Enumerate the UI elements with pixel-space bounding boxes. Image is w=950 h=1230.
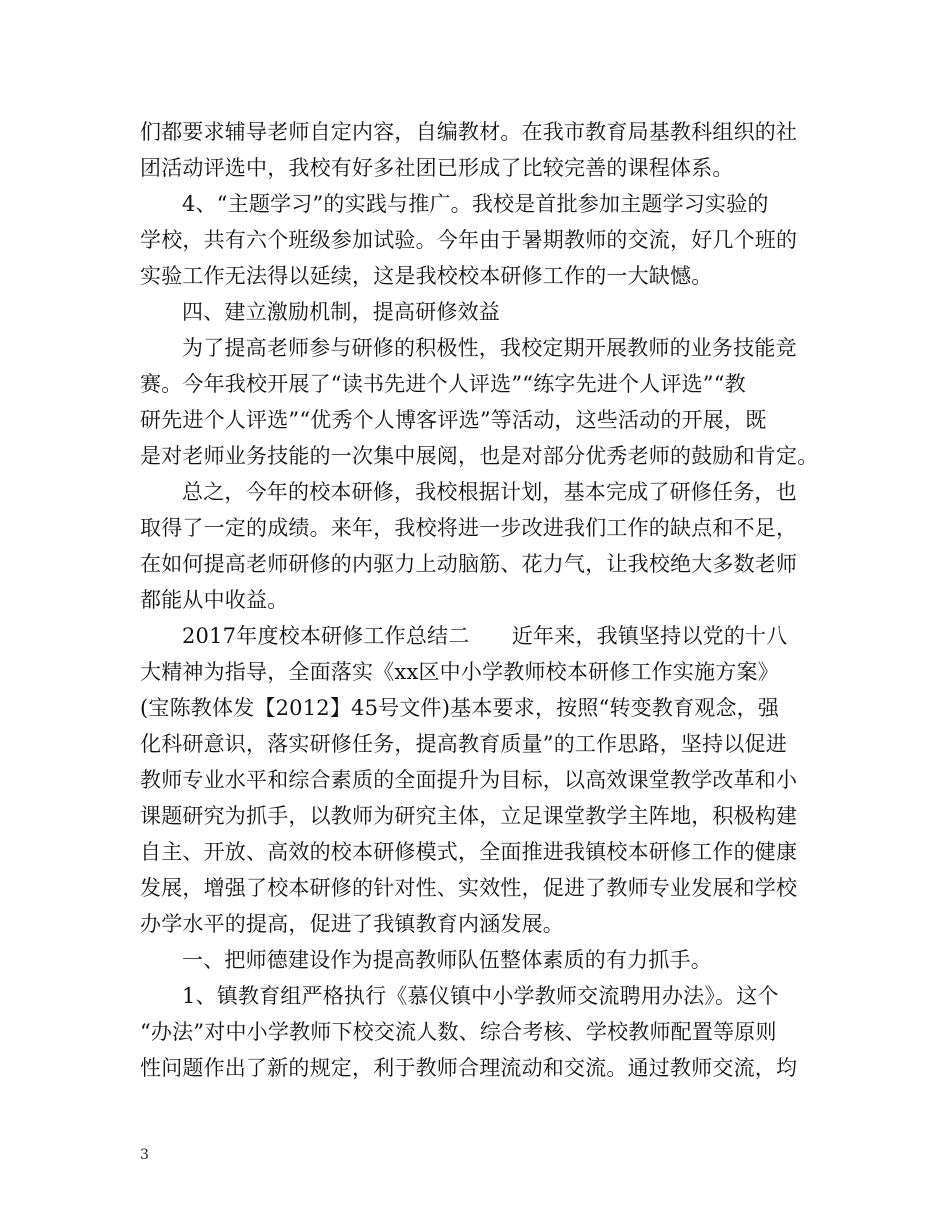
text-line: 1、镇教育组严格执行《慕仪镇中小学教师交流聘用办法》。这个 xyxy=(182,984,779,1008)
text-line: 取得了一定的成绩。来年，我校将进一步改进我们工作的缺点和不足， xyxy=(140,516,798,540)
text-line: 化科研意识，落实研修任务，提高教育质量”的工作思路，坚持以促进 xyxy=(140,732,787,756)
text-line: 发展，增强了校本研修的针对性、实效性，促进了教师专业发展和学校 xyxy=(140,876,798,900)
text-line: 学校，共有六个班级参加试验。今年由于暑期教师的交流，好几个班的 xyxy=(140,228,798,252)
text-line: 实验工作无法得以延续，这是我校校本研修工作的一大缺憾。 xyxy=(140,264,713,288)
text-line: 4、“主题学习”的实践与推广。我校是首批参加主题学习实验的 xyxy=(182,192,769,216)
text-line: “办法”对中小学教师下校交流人数、综合考核、学校教师配置等原则 xyxy=(140,1020,777,1044)
page-number: 3 xyxy=(140,1147,149,1163)
text-line: (宝陈教体发【2012】45号文件)基本要求，按照“转变教育观念，强 xyxy=(140,696,780,720)
text-line: 研先进个人评选”“优秀个人博客评选”等活动，这些活动的开展，既 xyxy=(140,408,767,432)
text-line: 性问题作出了新的规定，利于教师合理流动和交流。通过教师交流，均 xyxy=(140,1056,798,1080)
text-line: 自主、开放、高效的校本研修模式，全面推进我镇校本研修工作的健康 xyxy=(140,840,798,864)
section-heading: 一、把师德建设作为提高教师队伍整体素质的有力抓手。 xyxy=(182,948,712,972)
text-line: 是对老师业务技能的一次集中展阅，也是对部分优秀老师的鼓励和肯定。 xyxy=(140,444,819,468)
text-line: 大精神为指导，全面落实《xx区中小学教师校本研修工作实施方案》 xyxy=(140,660,779,684)
text-line: 团活动评选中，我校有好多社团已形成了比较完善的课程体系。 xyxy=(140,156,734,180)
text-line: 都能从中收益。 xyxy=(140,588,289,612)
text-line: 课题研究为抓手，以教师为研究主体，立足课堂教学主阵地，积极构建 xyxy=(140,804,798,828)
text-line: 教师专业水平和综合素质的全面提升为目标，以高效课堂教学改革和小 xyxy=(140,768,798,792)
text-line: 们都要求辅导老师自定内容，自编教材。在我市教育局基教科组织的社 xyxy=(140,120,798,144)
text-line: 在如何提高老师研修的内驱力上动脑筋、花力气，让我校绝大多数老师 xyxy=(140,552,798,576)
text-line: 赛。今年我校开展了“读书先进个人评选”“练字先进个人评选”“教 xyxy=(140,372,746,396)
text-line: 办学水平的提高，促进了我镇教育内涵发展。 xyxy=(140,912,564,936)
text-line: 2017年度校本研修工作总结二 近年来，我镇坚持以党的十八 xyxy=(182,624,788,648)
section-heading: 四、建立激励机制，提高研修效益 xyxy=(182,300,500,324)
text-line: 为了提高老师参与研修的积极性，我校定期开展教师的业务技能竞 xyxy=(182,336,797,360)
text-line: 总之，今年的校本研修，我校根据计划，基本完成了研修任务，也 xyxy=(182,480,797,504)
